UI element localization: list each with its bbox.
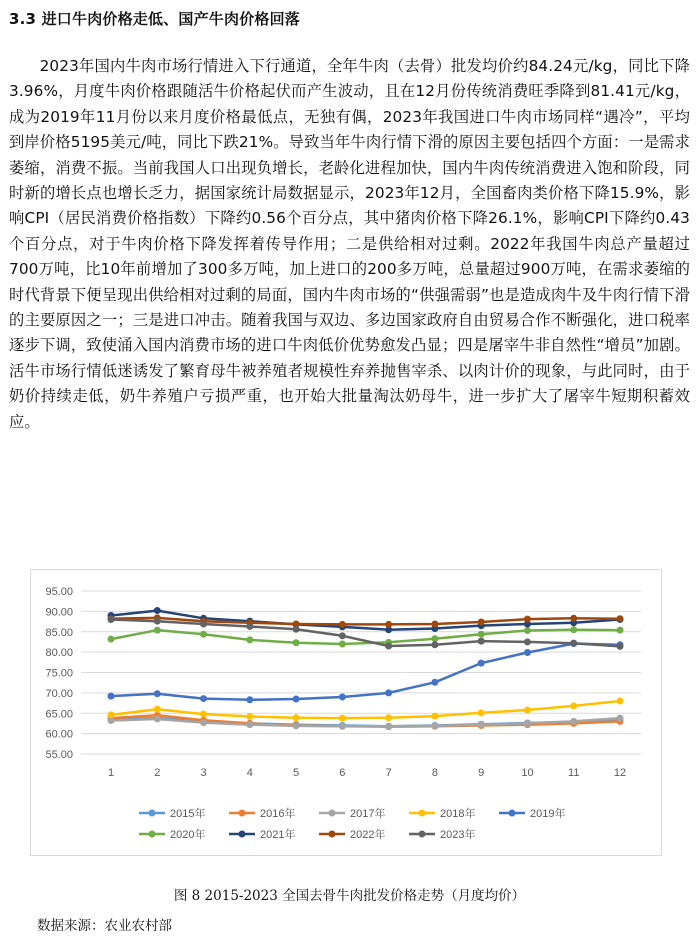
figure-caption: 图 8 2015-2023 全国去骨牛肉批发价格走势（月度均价）	[173, 888, 526, 904]
y-tick-label: 70.00	[45, 687, 73, 700]
legend-swatch-marker	[419, 831, 426, 838]
data-point	[617, 715, 624, 722]
x-tick-label: 9	[478, 767, 485, 779]
data-point	[431, 679, 438, 686]
data-point	[339, 640, 346, 647]
data-point	[617, 643, 624, 650]
data-point	[200, 621, 207, 628]
y-tick-label: 60.00	[45, 728, 73, 741]
data-point	[339, 715, 346, 722]
data-point	[246, 721, 253, 728]
data-point	[339, 621, 346, 628]
data-point	[108, 636, 115, 643]
data-point	[108, 711, 115, 718]
data-point	[385, 643, 392, 650]
data-point	[524, 616, 531, 623]
data-point	[570, 615, 577, 622]
legend-swatch-marker	[149, 831, 156, 838]
data-point	[200, 719, 207, 726]
line-chart-container	[30, 569, 662, 856]
data-point	[478, 721, 485, 728]
data-point	[200, 711, 207, 718]
data-point	[478, 618, 485, 625]
data-point	[524, 649, 531, 656]
legend-label: 2017年	[350, 808, 386, 820]
data-point	[293, 722, 300, 729]
legend-label: 2022年	[350, 829, 386, 841]
legend-label: 2018年	[440, 808, 476, 820]
legend-swatch-marker	[419, 810, 426, 817]
data-point	[200, 631, 207, 638]
y-tick-label: 90.00	[45, 606, 73, 619]
data-point	[246, 696, 253, 703]
x-tick-label: 3	[200, 767, 207, 779]
data-point	[385, 714, 392, 721]
y-tick-label: 65.00	[45, 708, 73, 721]
data-point	[385, 689, 392, 696]
legend-label: 2020年	[170, 829, 206, 841]
data-point	[108, 616, 115, 623]
x-tick-label: 5	[293, 767, 300, 779]
legend-swatch-marker	[239, 810, 246, 817]
data-point	[431, 713, 438, 720]
data-point	[154, 607, 161, 614]
data-point	[431, 641, 438, 648]
data-point	[431, 722, 438, 729]
data-point	[339, 632, 346, 639]
data-point	[200, 695, 207, 702]
data-point	[154, 618, 161, 625]
legend-swatch-marker	[509, 810, 516, 817]
data-point	[108, 693, 115, 700]
data-point	[154, 715, 161, 722]
data-point	[617, 698, 624, 705]
data-point	[385, 621, 392, 628]
x-tick-label: 2	[154, 767, 161, 779]
series-line-2018年	[111, 701, 620, 718]
data-point	[524, 706, 531, 713]
legend-label: 2015年	[170, 808, 206, 820]
data-point	[246, 713, 253, 720]
legend-label: 2021年	[260, 829, 296, 841]
data-point	[293, 714, 300, 721]
data-point	[385, 723, 392, 730]
data-point	[617, 615, 624, 622]
data-point	[617, 627, 624, 634]
data-point	[293, 639, 300, 646]
data-point	[570, 702, 577, 709]
data-point	[246, 636, 253, 643]
data-point	[570, 718, 577, 725]
data-point	[524, 627, 531, 634]
y-tick-label: 85.00	[45, 626, 73, 639]
data-point	[339, 723, 346, 730]
data-point	[478, 638, 485, 645]
y-tick-label: 55.00	[45, 749, 73, 761]
x-tick-label: 4	[246, 767, 253, 779]
data-point	[478, 660, 485, 667]
legend-swatch-marker	[239, 831, 246, 838]
x-tick-label: 6	[339, 767, 346, 779]
legend-swatch-marker	[149, 810, 156, 817]
y-tick-label: 95.00	[45, 586, 73, 598]
legend-label: 2019年	[530, 808, 566, 820]
legend-label: 2016年	[260, 808, 296, 820]
y-tick-label: 80.00	[45, 647, 73, 660]
body-paragraph: 2023年国内牛肉市场行情进入下行通道，全年牛肉（去骨）批发均价约84.24元/kg，同比下降3.96%，月度牛肉价格跟随活牛价格起伏而产生波动，且在12月份传统消费旺季降到81.41元/kg，成为2019年11月份以来月度价格最低点，无独有偶，2023年我国进口牛肉市场同样“遇冷”，平均到岸价格5195美元/吨，同比下跌21%。导致当年牛肉行情下滑的原因主要包括四个方面：一是需求萎缩，消费不振。当前我国人口出现负增长，老龄化进程加快，国内牛肉传统消费进入饱和阶段，同时新的增长点也增长乏力，据国家统计局数据显示，2023年12月，全国畜肉类价格下降15.9%，影响CPI（居民消费价格指数）下降约0.56个百分点，其中猪肉价格下降26.1%，影响CPI下降约0.43个百分点，对于牛肉价格下降发挥着传导作用；二是供给相对过剩。2022年我国牛肉总产量超过700万吨，比10年前增加了300多万吨，加上进口的200多万吨，总量超过900万吨，在需求萎缩的时代背景下便呈现出供给相对过剩的局面，国内牛肉市场的“供强需弱”也是造成肉牛及牛肉行情下滑的主要原因之一；三是进口冲击。随着我国与双边、多边国家政府自由贸易合作不断强化，进口税率逐步下调，致使涌入国内消费市场的进口牛肉低价优势愈发凸显；四是屠宰牛非自然性“增员”加剧。活牛市场行情低迷诱发了繁育母牛被养殖者规模性弃养抛售宰杀、以肉计价的现象，与此同时，由于奶价持续走低，奶牛养殖户亏损严重，也开始大批量淘汰奶母牛，进一步扩大了屠宰牛短期积蓄效应。	[9, 57, 690, 431]
data-point	[293, 695, 300, 702]
data-point	[570, 640, 577, 647]
data-point	[570, 626, 577, 633]
data-point	[524, 638, 531, 645]
line-chart	[31, 570, 661, 855]
x-tick-label: 11	[568, 767, 580, 779]
legend-label: 2023年	[440, 829, 476, 841]
data-point	[246, 623, 253, 630]
data-point	[431, 621, 438, 628]
data-point	[293, 626, 300, 633]
data-point	[478, 631, 485, 638]
data-point	[478, 709, 485, 716]
x-tick-label: 12	[613, 767, 627, 779]
x-tick-label: 8	[431, 767, 438, 779]
x-tick-label: 10	[521, 767, 534, 779]
data-point	[154, 627, 161, 634]
data-point	[431, 635, 438, 642]
legend-swatch-marker	[329, 810, 336, 817]
x-tick-label: 1	[107, 767, 115, 779]
data-source: 数据来源：农业农村部	[37, 918, 172, 934]
x-tick-label: 7	[385, 767, 392, 779]
data-point	[524, 720, 531, 727]
legend-swatch-marker	[329, 831, 336, 838]
y-tick-label: 75.00	[45, 667, 73, 680]
data-point	[154, 706, 161, 713]
data-point	[154, 690, 161, 697]
data-point	[339, 693, 346, 700]
section-heading: 3.3 进口牛肉价格走低、国产牛肉价格回落	[9, 10, 300, 28]
